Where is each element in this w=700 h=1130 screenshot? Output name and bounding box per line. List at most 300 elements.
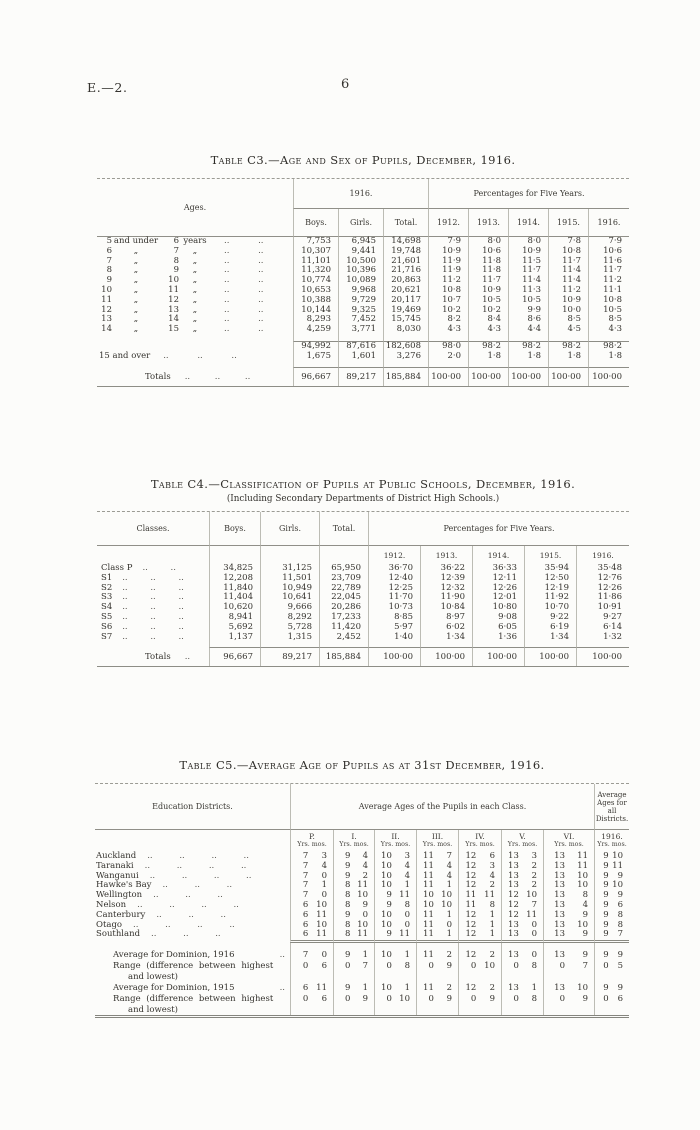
rule-spacer xyxy=(95,943,290,950)
years-value: 7 xyxy=(302,870,309,881)
months-value: 8 xyxy=(617,909,623,920)
value-cell: 9·08 xyxy=(472,613,524,623)
value-cell: 11·7 xyxy=(588,266,629,276)
value-cell: 100·00 xyxy=(468,368,508,386)
value-cell: 35·94 xyxy=(524,564,576,574)
class-name: V. xyxy=(519,831,526,841)
value-cell: 10,144 xyxy=(293,306,338,316)
years-value: 12 xyxy=(508,909,519,920)
value-cell: 4·3 xyxy=(428,325,468,335)
value-cell: 10·73 xyxy=(368,603,420,613)
header-spacer xyxy=(209,546,260,564)
label-text: Wanganui xyxy=(96,870,139,881)
months-value: 10 xyxy=(612,851,623,861)
value-cell: 7,452 xyxy=(338,315,383,325)
age-connector: „ xyxy=(133,245,139,256)
value-cell: 11·9 xyxy=(428,257,468,267)
value-cell: 4,259 xyxy=(293,325,338,335)
dot-leaders: .. .. .. xyxy=(122,622,184,632)
months-value: 10 xyxy=(441,890,452,901)
value-cell: 100·00 xyxy=(548,368,588,386)
years-value: 10 xyxy=(381,950,392,961)
months-value: 1 xyxy=(404,950,410,961)
yrs-mos-cell xyxy=(290,930,333,940)
value-cell: 10·5 xyxy=(588,306,629,316)
unit-label: Yrs. mos. xyxy=(422,841,453,848)
value-cell: 11·2 xyxy=(588,276,629,286)
value-cell: 9,441 xyxy=(338,247,383,257)
years-value: 7 xyxy=(302,880,309,891)
column-group-1916: 1916. xyxy=(293,179,428,209)
yrs-mos-cell xyxy=(594,901,629,911)
value-cell: 12·26 xyxy=(576,584,629,594)
value-cell: 1·40 xyxy=(368,633,420,643)
value-cell: 98·2 xyxy=(588,342,629,352)
yrs-mos-cell xyxy=(543,950,594,961)
years-value: 9 xyxy=(344,851,351,861)
value-cell: 11·86 xyxy=(576,593,629,603)
months-value: 11 xyxy=(316,982,327,993)
value-cell: 10·9 xyxy=(548,296,588,306)
value-cell: 8·5 xyxy=(588,315,629,325)
years-value: 13 xyxy=(554,851,565,861)
years-value: 9 xyxy=(603,909,609,920)
label-text: Canterbury xyxy=(96,909,146,920)
months-value: 9 xyxy=(446,993,452,1004)
months-value: 4 xyxy=(489,870,495,881)
class-name: I. xyxy=(351,831,357,841)
months-value: 1 xyxy=(362,982,368,993)
value-cell: 11·90 xyxy=(420,593,472,603)
stat-label xyxy=(95,983,290,994)
dot-leaders: .. .. .. .. xyxy=(144,861,247,871)
value-cell: 11·8 xyxy=(468,257,508,267)
value-cell: 5,692 xyxy=(209,623,260,633)
column-header-1914: 1914. xyxy=(472,546,524,564)
yrs-mos-cell xyxy=(543,961,594,983)
months-value: 10 xyxy=(357,919,368,930)
yrs-mos-cell xyxy=(374,950,416,961)
months-value: 4 xyxy=(321,860,327,871)
months-value: 2 xyxy=(531,870,537,881)
months-value: 3 xyxy=(404,851,410,861)
class-name: II. xyxy=(391,831,400,841)
dot-leaders: .. .. .. .. xyxy=(137,900,239,910)
label-text: Otago xyxy=(96,919,123,930)
months-value: 10 xyxy=(316,899,327,910)
years-value: 9 xyxy=(344,909,351,920)
months-value: 10 xyxy=(484,961,495,972)
years-value: 13 xyxy=(554,950,565,961)
value-cell: 12·01 xyxy=(472,593,524,603)
stat-label-line2: and lowest) xyxy=(128,1004,178,1015)
age-from: 8 xyxy=(106,265,112,276)
age-to: 6 xyxy=(173,236,179,246)
years-value: 12 xyxy=(465,950,477,961)
value-cell: 8·6 xyxy=(508,315,548,325)
age-to: 13 xyxy=(168,304,179,315)
unit-label: Yrs. mos. xyxy=(465,841,495,848)
months-value: 10 xyxy=(577,870,588,881)
report-code: E.—2. xyxy=(87,80,128,95)
years-value: 0 xyxy=(428,993,434,1004)
months-value: 1 xyxy=(489,919,495,930)
value-cell: 1·32 xyxy=(576,633,629,643)
table-c5 xyxy=(95,783,629,1018)
months-value: 9 xyxy=(362,993,368,1004)
value-cell: 11,420 xyxy=(319,623,368,633)
months-value: 3 xyxy=(321,851,327,861)
months-value: 0 xyxy=(404,909,410,920)
years-value: 9 xyxy=(344,982,351,993)
years-value: 11 xyxy=(465,899,477,910)
value-cell: 10·8 xyxy=(428,286,468,296)
unit-label: Yrs. mos. xyxy=(554,841,584,848)
months-value: 4 xyxy=(446,860,452,871)
value-cell: 10,641 xyxy=(260,593,319,603)
dot-leaders: .. .. xyxy=(224,315,264,325)
years-value: 12 xyxy=(465,880,477,891)
value-cell: 8,292 xyxy=(260,613,319,623)
years-value: 9 xyxy=(386,899,392,910)
column-header-class xyxy=(416,830,458,852)
dot-leaders: .. .. xyxy=(224,276,264,286)
years-value: 11 xyxy=(423,860,434,871)
label-text: Average for Dominion, 1916 xyxy=(113,950,235,961)
years-value: 13 xyxy=(508,929,519,940)
years-value: 6 xyxy=(302,929,309,940)
table-c4-section xyxy=(97,477,629,667)
months-value: 0 xyxy=(531,950,537,961)
value-cell: 10·2 xyxy=(468,306,508,316)
value-cell: 100·00 xyxy=(428,368,468,386)
years-value: 7 xyxy=(302,890,309,901)
table-c5-title: Table C5.—Average Age of Pupils as at 31st December, 1916. xyxy=(179,758,545,772)
value-cell: 2,452 xyxy=(319,633,368,643)
value-cell: 9·22 xyxy=(524,613,576,623)
years-value: 13 xyxy=(508,851,519,861)
yrs-mos-cell xyxy=(416,950,458,961)
months-value: 8 xyxy=(489,899,495,910)
district-label xyxy=(95,930,290,940)
years-value: 9 xyxy=(386,929,392,940)
value-cell: 7·9 xyxy=(588,237,629,247)
column-header-class xyxy=(501,830,543,852)
age-range-label xyxy=(97,325,293,335)
years-value: 13 xyxy=(554,909,565,920)
months-value: 2 xyxy=(489,950,495,961)
years-value: 9 xyxy=(344,860,351,871)
age-suffix: „ xyxy=(192,304,198,315)
value-cell: 12·32 xyxy=(420,584,472,594)
age-from: 9 xyxy=(106,275,112,286)
years-value: 0 xyxy=(513,961,519,972)
years-value: 9 xyxy=(603,899,609,910)
years-value: 11 xyxy=(423,880,434,891)
value-cell: 1,675 xyxy=(293,352,338,362)
months-value: 9 xyxy=(582,929,588,940)
years-value: 12 xyxy=(465,860,477,871)
column-header-ages: Ages. xyxy=(97,179,293,237)
column-header-districts: Education Districts. xyxy=(95,784,290,830)
value-cell: 11·3 xyxy=(508,286,548,296)
value-cell: 10·5 xyxy=(468,296,508,306)
dot-leaders: .. .. xyxy=(224,237,264,246)
label-text: Taranaki xyxy=(96,860,134,871)
years-value: 11 xyxy=(423,851,434,861)
label-text: Auckland xyxy=(96,851,137,861)
years-value: 12 xyxy=(465,851,477,861)
years-value: 0 xyxy=(302,961,309,972)
months-value: 10 xyxy=(399,993,410,1004)
stat-label-line2: and lowest) xyxy=(128,971,178,982)
value-cell: 4·3 xyxy=(588,325,629,335)
value-cell: 10·9 xyxy=(508,247,548,257)
header-spacer xyxy=(95,830,290,852)
value-cell: 11,404 xyxy=(209,593,260,603)
value-cell: 6·02 xyxy=(420,623,472,633)
years-value: 13 xyxy=(508,919,519,930)
label-text: S6 xyxy=(101,621,113,632)
value-cell: 9,325 xyxy=(338,306,383,316)
value-cell: 12·11 xyxy=(472,574,524,584)
value-cell: 12·76 xyxy=(576,574,629,584)
age-to: 7 xyxy=(173,245,179,256)
value-cell: 36·33 xyxy=(472,564,524,574)
yrs-mos-cell xyxy=(458,950,501,961)
value-cell: 7·9 xyxy=(428,237,468,247)
value-cell: 11·7 xyxy=(508,266,548,276)
months-value: 0 xyxy=(321,890,327,901)
age-to: 14 xyxy=(168,314,179,325)
value-cell: 11·70 xyxy=(368,593,420,603)
value-cell: 23,709 xyxy=(319,574,368,584)
months-value: 1 xyxy=(531,982,537,993)
stat-label xyxy=(95,994,290,1016)
value-cell: 5·97 xyxy=(368,623,420,633)
column-header-1915: 1915. xyxy=(548,209,588,237)
class-label xyxy=(97,613,209,623)
yrs-mos-cell xyxy=(290,950,333,961)
months-value: 11 xyxy=(399,890,410,901)
yrs-mos-cell xyxy=(594,930,629,940)
years-value: 6 xyxy=(302,982,309,993)
class-label xyxy=(97,623,209,633)
column-header-class xyxy=(543,830,594,852)
rule-spacer xyxy=(374,943,416,950)
months-value: 0 xyxy=(531,929,537,940)
class-label xyxy=(97,633,209,643)
rule-spacer xyxy=(458,943,501,950)
value-cell: 10·9 xyxy=(468,286,508,296)
years-value: 13 xyxy=(554,929,565,940)
years-value: 8 xyxy=(344,929,351,940)
age-suffix: „ xyxy=(192,255,198,266)
value-cell: 12·50 xyxy=(524,574,576,584)
row-label-totals xyxy=(97,648,209,666)
value-cell: 98·0 xyxy=(428,342,468,352)
value-cell: 9,968 xyxy=(338,286,383,296)
months-value: 4 xyxy=(404,870,410,881)
yrs-mos-cell xyxy=(594,921,629,931)
value-cell: 11·7 xyxy=(468,276,508,286)
value-cell: 20,286 xyxy=(319,603,368,613)
yrs-mos-cell xyxy=(416,983,458,994)
months-value: 10 xyxy=(357,890,368,901)
months-value: 6 xyxy=(489,851,495,861)
months-value: 11 xyxy=(399,929,410,940)
yrs-mos-cell xyxy=(501,961,543,983)
header-spacer xyxy=(97,546,209,564)
value-cell: 11·4 xyxy=(548,266,588,276)
age-to: 9 xyxy=(173,265,179,276)
years-value: 0 xyxy=(513,993,519,1004)
years-value: 0 xyxy=(344,961,351,972)
years-value: 11 xyxy=(465,890,477,901)
months-value: 4 xyxy=(446,870,452,881)
years-value: 12 xyxy=(465,870,477,881)
age-connector: „ xyxy=(133,284,139,295)
value-cell: 12·26 xyxy=(472,584,524,594)
column-header-class xyxy=(290,830,333,852)
value-cell: 35·48 xyxy=(576,564,629,574)
table-c3-title: Table C3.—Age and Sex of Pupils, December, 1916. xyxy=(210,153,516,167)
dot-leaders: .. .. xyxy=(142,564,176,573)
dot-leaders: .. .. .. xyxy=(122,603,184,613)
yrs-mos-cell xyxy=(458,983,501,994)
months-value: 0 xyxy=(404,919,410,930)
value-cell: 7·8 xyxy=(548,237,588,247)
months-value: 2 xyxy=(446,950,452,961)
column-header-1914: 1914. xyxy=(508,209,548,237)
age-from: 10 xyxy=(101,284,112,295)
age-suffix: „ xyxy=(192,294,198,305)
months-value: 11 xyxy=(577,851,588,861)
table-c4-title: Table C4.—Classification of Pupils at Public Schools, December, 1916. xyxy=(150,477,576,491)
yrs-mos-cell xyxy=(543,994,594,1016)
value-cell: 65,950 xyxy=(319,564,368,574)
value-cell: 12·40 xyxy=(368,574,420,584)
age-to: 12 xyxy=(168,294,179,305)
value-cell: 8·4 xyxy=(468,315,508,325)
years-value: 9 xyxy=(603,860,609,871)
age-connector: „ xyxy=(133,255,139,266)
yrs-mos-cell xyxy=(416,961,458,983)
years-value: 0 xyxy=(428,961,434,972)
yrs-mos-cell xyxy=(501,930,543,940)
yrs-mos-cell xyxy=(290,994,333,1016)
column-header-1916 xyxy=(594,830,629,852)
months-value: 6 xyxy=(321,961,327,972)
age-from: 11 xyxy=(101,294,112,305)
dot-leaders: .. .. .. .. xyxy=(149,871,252,881)
label-text: 15 and over xyxy=(99,350,151,361)
value-cell: 98·2 xyxy=(548,342,588,352)
yrs-mos-cell xyxy=(543,983,594,994)
months-value: 9 xyxy=(582,950,588,961)
header-spacer xyxy=(319,546,368,564)
value-cell: 10·8 xyxy=(588,296,629,306)
value-cell: 6·14 xyxy=(576,623,629,633)
years-value: 9 xyxy=(603,851,609,861)
months-value: 10 xyxy=(526,890,537,901)
value-cell: 100·00 xyxy=(472,648,524,666)
age-connector: „ xyxy=(133,324,139,335)
value-cell: 10,774 xyxy=(293,276,338,286)
months-value: 2 xyxy=(489,880,495,891)
value-cell: 14,698 xyxy=(383,237,428,247)
value-cell: 1·8 xyxy=(588,352,629,362)
years-value: 12 xyxy=(465,909,477,920)
value-cell: 6·19 xyxy=(524,623,576,633)
row-label-totals xyxy=(97,368,293,386)
age-suffix: „ xyxy=(192,265,198,276)
years-value: 13 xyxy=(508,860,519,871)
yrs-mos-cell xyxy=(374,930,416,940)
column-header-class xyxy=(374,830,416,852)
months-value: 9 xyxy=(362,899,368,910)
dot-leaders: .. .. .. xyxy=(163,351,237,361)
years-value: 10 xyxy=(381,851,392,861)
years-value: 10 xyxy=(381,909,392,920)
dot-leaders: .. .. .. .. xyxy=(147,852,249,861)
yrs-mos-cell xyxy=(594,983,629,994)
value-cell: 6,945 xyxy=(338,237,383,247)
age-from: 5 xyxy=(106,236,112,246)
value-cell: 10·84 xyxy=(420,603,472,613)
unit-label: Yrs. mos. xyxy=(597,841,627,848)
label-text: Totals xyxy=(145,652,171,663)
years-value: 6 xyxy=(302,899,309,910)
value-cell: 1·34 xyxy=(420,633,472,643)
class-name: P. xyxy=(309,831,315,841)
value-cell: 8,293 xyxy=(293,315,338,325)
class-label xyxy=(97,584,209,594)
age-from: 12 xyxy=(101,304,112,315)
months-value: 4 xyxy=(362,860,368,871)
dot-leaders: .. .. xyxy=(224,305,264,315)
value-cell: 89,217 xyxy=(260,648,319,666)
months-value: 10 xyxy=(577,982,588,993)
column-header-classes: Classes. xyxy=(97,512,209,546)
years-value: 9 xyxy=(603,870,609,881)
years-value: 11 xyxy=(423,909,434,920)
value-cell: 3,276 xyxy=(383,352,428,362)
value-cell: 11·7 xyxy=(548,257,588,267)
months-value: 7 xyxy=(582,961,588,972)
years-value: 9 xyxy=(603,880,609,891)
months-value: 6 xyxy=(617,993,623,1004)
age-connector: „ xyxy=(133,265,139,276)
class-label xyxy=(97,603,209,613)
age-from: 14 xyxy=(101,324,112,335)
years-value: 13 xyxy=(554,982,565,993)
value-cell: 4·5 xyxy=(548,325,588,335)
years-value: 12 xyxy=(508,890,519,901)
value-cell: 19,469 xyxy=(383,306,428,316)
years-value: 9 xyxy=(386,890,392,901)
months-value: 4 xyxy=(404,860,410,871)
yrs-mos-cell xyxy=(543,930,594,940)
value-cell: 10,500 xyxy=(338,257,383,267)
value-cell: 9·27 xyxy=(576,613,629,623)
years-value: 9 xyxy=(344,950,351,961)
months-value: 2 xyxy=(531,860,537,871)
value-cell: 36·22 xyxy=(420,564,472,574)
years-value: 0 xyxy=(386,961,392,972)
column-group-percentages: Percentages for Five Years. xyxy=(428,179,629,209)
value-cell: 8·0 xyxy=(508,237,548,247)
